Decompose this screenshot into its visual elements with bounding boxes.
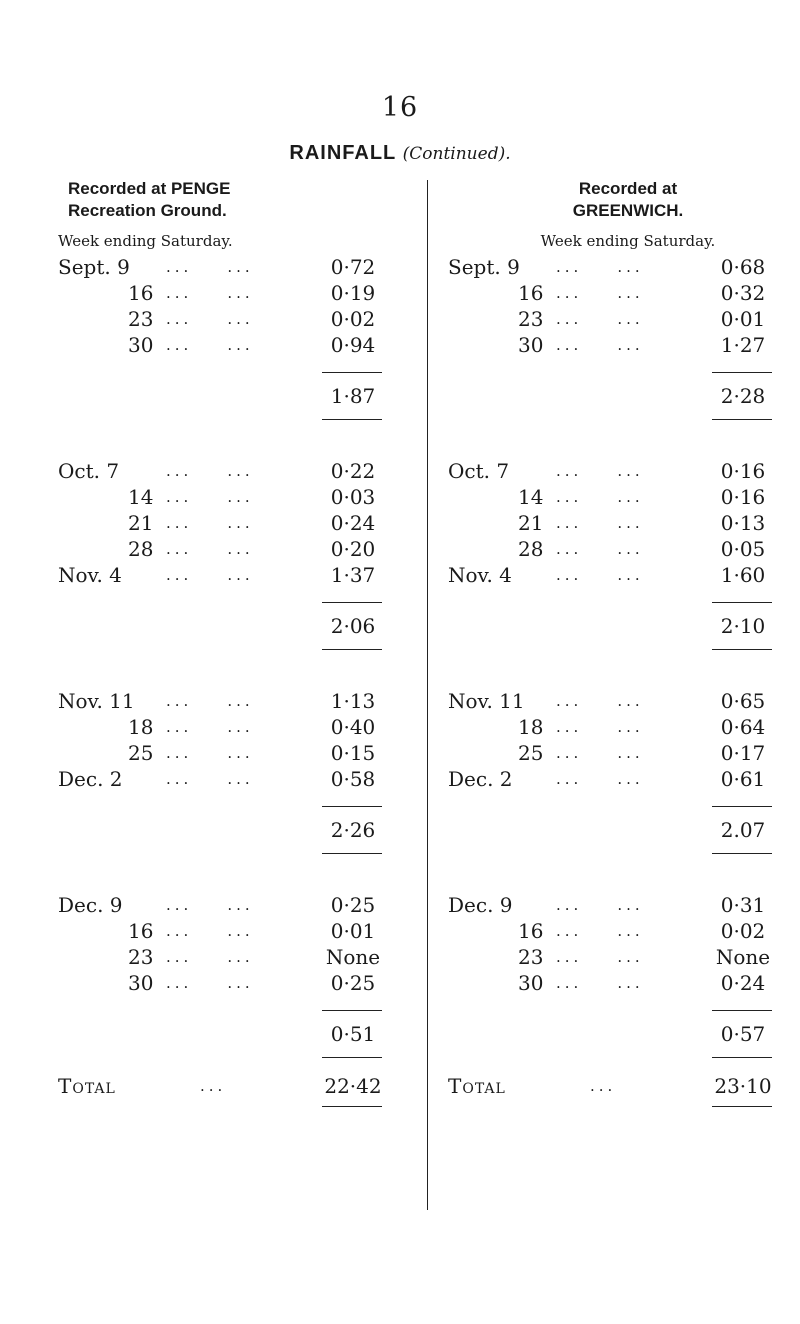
title-sub: (Continued). [402, 144, 511, 164]
subtotal-row [448, 373, 800, 419]
rainfall-value: 0·05 [720, 537, 766, 561]
greenwich-heading-line1: Recorded at [578, 179, 678, 198]
week-date: Dec. 2 [58, 767, 123, 791]
week-date: 14 [128, 485, 154, 509]
penge-total-value: 22·42 [324, 1074, 382, 1098]
leader-dots: ... ... [556, 974, 644, 992]
penge-column [58, 178, 418, 1107]
rainfall-value: 0·61 [720, 767, 766, 791]
subtotal-rule [58, 853, 418, 854]
subtotal-row [448, 807, 800, 853]
table-row [448, 892, 800, 918]
rainfall-value: 0·40 [330, 715, 376, 739]
subtotal-rule [448, 853, 800, 854]
subtotal-value: 1·87 [330, 384, 376, 408]
table-row [58, 970, 418, 996]
leader-dots: ... ... [166, 284, 254, 302]
leader-dots: ... ... [166, 310, 254, 328]
total-rule [448, 1106, 800, 1107]
table-row [58, 280, 418, 306]
leader-dots: ... ... [556, 336, 644, 354]
table-row [448, 484, 800, 510]
subtotal-rule [58, 649, 418, 650]
subtotal-value: 2·06 [330, 614, 376, 638]
table-row [58, 918, 418, 944]
rainfall-value: 0·01 [720, 307, 766, 331]
table-row [448, 944, 800, 970]
table-row [448, 332, 800, 358]
table-row [448, 970, 800, 996]
leader-dots: ... ... [166, 948, 254, 966]
table-row [58, 306, 418, 332]
group-gap [448, 854, 800, 892]
leader-dots: ... ... [166, 258, 254, 276]
penge-groups [58, 254, 418, 1066]
week-date: Nov. 11 [58, 689, 135, 713]
table-row [448, 562, 800, 588]
penge-subheading: Week ending Saturday. [58, 232, 233, 250]
page-title [0, 140, 800, 165]
table-row [58, 536, 418, 562]
leader-dots: ... [200, 1077, 227, 1095]
rainfall-value: 0·25 [330, 971, 376, 995]
week-date: 30 [518, 971, 544, 995]
rainfall-value: 0·16 [720, 485, 766, 509]
group-gap [58, 420, 418, 458]
rainfall-value: 0·64 [720, 715, 766, 739]
rainfall-value: 1·60 [720, 563, 766, 587]
week-date: Sept. 9 [58, 255, 130, 279]
page-number: 16 [381, 92, 419, 123]
table-row [448, 740, 800, 766]
rainfall-value: 0·16 [720, 459, 766, 483]
leader-dots: ... ... [556, 488, 644, 506]
subtotal-value: 0·57 [720, 1022, 766, 1046]
week-date: 25 [518, 741, 544, 765]
leader-dots: ... ... [556, 310, 644, 328]
rainfall-value: None [715, 945, 771, 969]
greenwich-subheading: Week ending Saturday. [540, 232, 716, 250]
table-row [58, 688, 418, 714]
rainfall-value: 0·13 [720, 511, 766, 535]
subtotal-value: 2·28 [720, 384, 766, 408]
leader-dots: ... ... [556, 258, 644, 276]
leader-dots: ... ... [166, 692, 254, 710]
rainfall-value: 0·15 [330, 741, 376, 765]
rainfall-value: 0·02 [330, 307, 376, 331]
leader-dots: ... ... [166, 922, 254, 940]
subtotal-value: 2·10 [720, 614, 766, 638]
subtotal-row [58, 1011, 418, 1057]
table-row [448, 536, 800, 562]
rainfall-value: None [325, 945, 381, 969]
week-date: 16 [518, 919, 544, 943]
week-date: 28 [128, 537, 154, 561]
table-row [448, 280, 800, 306]
week-date: 18 [518, 715, 544, 739]
week-date: Oct. 7 [58, 459, 120, 483]
table-row [448, 918, 800, 944]
leader-dots: ... ... [166, 462, 254, 480]
leader-dots: ... ... [166, 514, 254, 532]
rainfall-value: 0·17 [720, 741, 766, 765]
week-date: 23 [518, 307, 544, 331]
greenwich-column [448, 178, 800, 1107]
week-date: 21 [518, 511, 544, 535]
leader-dots: ... ... [166, 974, 254, 992]
table-row [448, 306, 800, 332]
subtotal-row [58, 603, 418, 649]
table-row [58, 332, 418, 358]
leader-dots: ... ... [556, 948, 644, 966]
group-gap [448, 420, 800, 458]
rainfall-value: 0·24 [720, 971, 766, 995]
greenwich-groups [448, 254, 800, 1066]
table-row [58, 714, 418, 740]
rainfall-value: 1·13 [330, 689, 376, 713]
table-row [58, 892, 418, 918]
group-gap [58, 854, 418, 892]
subtotal-rule [58, 1057, 418, 1058]
table-row [448, 254, 800, 280]
rainfall-value: 0·72 [330, 255, 376, 279]
leader-dots: ... ... [166, 336, 254, 354]
group-gap [58, 650, 418, 688]
table-row [448, 766, 800, 792]
rainfall-value: 0·24 [330, 511, 376, 535]
week-date: 25 [128, 741, 154, 765]
week-date: Dec. 2 [448, 767, 513, 791]
penge-total-label: Total [58, 1074, 116, 1098]
week-date: Nov. 4 [58, 563, 122, 587]
leader-dots: ... ... [556, 770, 644, 788]
rainfall-value: 0·19 [330, 281, 376, 305]
leader-dots: ... ... [556, 718, 644, 736]
penge-heading-line1: Recorded at PENGE [68, 179, 231, 198]
week-date: 21 [128, 511, 154, 535]
penge-heading-line2: Recreation Ground. [68, 201, 227, 220]
table-row [58, 458, 418, 484]
subtotal-row [448, 603, 800, 649]
table-row [58, 944, 418, 970]
leader-dots: ... ... [166, 744, 254, 762]
subtotal-row [448, 1011, 800, 1057]
subtotal-value: 0·51 [330, 1022, 376, 1046]
week-date: Nov. 11 [448, 689, 525, 713]
rainfall-value: 0·25 [330, 893, 376, 917]
table-row [448, 458, 800, 484]
week-date: Sept. 9 [448, 255, 520, 279]
week-date: 28 [518, 537, 544, 561]
rainfall-value: 0·94 [330, 333, 376, 357]
week-date: 18 [128, 715, 154, 739]
total-rule [58, 1106, 418, 1107]
week-date: 23 [128, 307, 154, 331]
rainfall-value: 0·22 [330, 459, 376, 483]
rainfall-value: 0·20 [330, 537, 376, 561]
leader-dots: ... ... [166, 896, 254, 914]
table-row [58, 510, 418, 536]
leader-dots: ... ... [166, 770, 254, 788]
leader-dots: ... ... [166, 718, 254, 736]
penge-total-row [58, 1066, 418, 1106]
leader-dots: ... [590, 1077, 617, 1095]
leader-dots: ... ... [166, 566, 254, 584]
rainfall-value: 0·02 [720, 919, 766, 943]
group-gap [448, 1058, 800, 1066]
subtotal-row [58, 373, 418, 419]
week-date: 16 [518, 281, 544, 305]
subtotal-value: 2.07 [720, 818, 766, 842]
leader-dots: ... ... [166, 488, 254, 506]
week-date: Dec. 9 [58, 893, 123, 917]
week-date: 16 [128, 919, 154, 943]
table-row [58, 740, 418, 766]
group-gap [58, 1058, 418, 1066]
group-gap [448, 650, 800, 688]
rainfall-value: 1·37 [330, 563, 376, 587]
leader-dots: ... ... [556, 692, 644, 710]
leader-dots: ... ... [556, 744, 644, 762]
rainfall-value: 0·03 [330, 485, 376, 509]
rainfall-value: 0·58 [330, 767, 376, 791]
leader-dots: ... ... [556, 462, 644, 480]
greenwich-total-row [448, 1066, 800, 1106]
leader-dots: ... ... [556, 540, 644, 558]
title-main: RAINFALL [289, 142, 397, 164]
greenwich-total-label: Total [448, 1074, 506, 1098]
rainfall-value: 0·01 [330, 919, 376, 943]
rainfall-value: 0·65 [720, 689, 766, 713]
subtotal-rule [448, 649, 800, 650]
rainfall-value: 0·31 [720, 893, 766, 917]
week-date: 30 [518, 333, 544, 357]
leader-dots: ... ... [166, 540, 254, 558]
table-row [448, 688, 800, 714]
rainfall-value: 1·27 [720, 333, 766, 357]
week-date: 16 [128, 281, 154, 305]
leader-dots: ... ... [556, 284, 644, 302]
table-row [58, 562, 418, 588]
table-row [448, 714, 800, 740]
rainfall-value: 0·32 [720, 281, 766, 305]
week-date: 23 [128, 945, 154, 969]
week-date: 30 [128, 333, 154, 357]
greenwich-total-value: 23·10 [714, 1074, 772, 1098]
week-date: Dec. 9 [448, 893, 513, 917]
week-date: Nov. 4 [448, 563, 512, 587]
week-date: Oct. 7 [448, 459, 510, 483]
leader-dots: ... ... [556, 896, 644, 914]
column-divider [427, 180, 428, 1210]
week-date: 23 [518, 945, 544, 969]
subtotal-rule [58, 419, 418, 420]
leader-dots: ... ... [556, 514, 644, 532]
table-row [58, 484, 418, 510]
table-row [448, 510, 800, 536]
subtotal-rule [448, 1057, 800, 1058]
leader-dots: ... ... [556, 922, 644, 940]
table-row [58, 766, 418, 792]
rainfall-value: 0·68 [720, 255, 766, 279]
penge-heading [58, 178, 418, 222]
subtotal-value: 2·26 [330, 818, 376, 842]
greenwich-heading-line2: GREENWICH. [572, 201, 684, 220]
week-date: 14 [518, 485, 544, 509]
table-row [58, 254, 418, 280]
leader-dots: ... ... [556, 566, 644, 584]
greenwich-heading [448, 178, 800, 222]
week-date: 30 [128, 971, 154, 995]
subtotal-row [58, 807, 418, 853]
subtotal-rule [448, 419, 800, 420]
